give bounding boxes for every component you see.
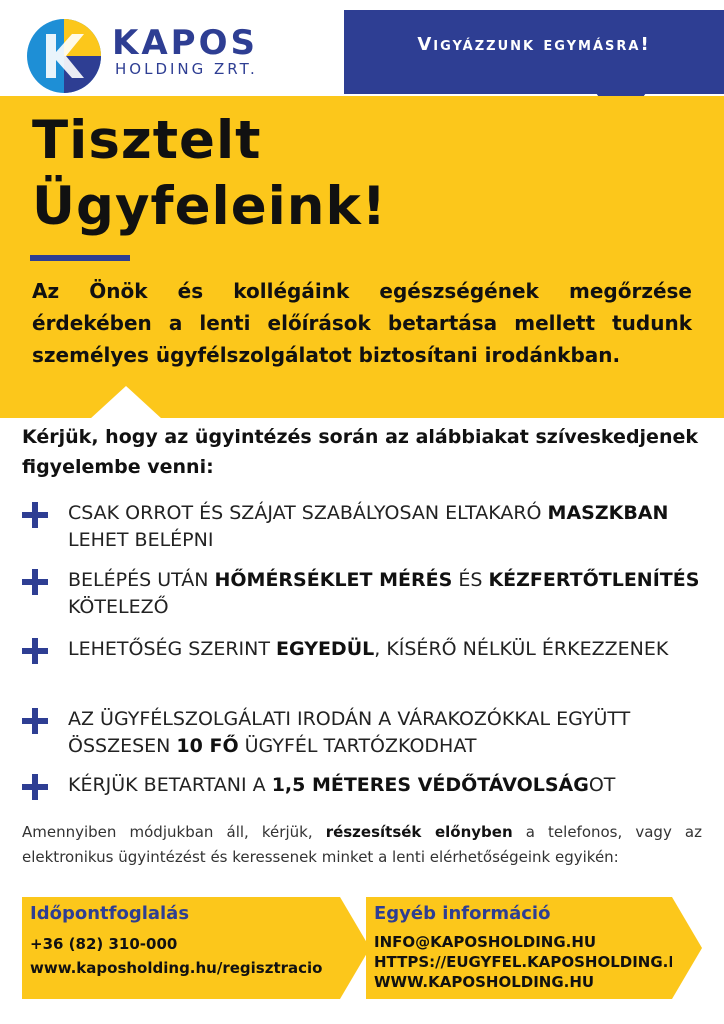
info-title: Egyéb információ <box>374 903 551 924</box>
plus-icon <box>22 708 48 734</box>
hero-notch <box>90 386 162 419</box>
plus-icon <box>22 569 48 595</box>
info-email[interactable]: INFO@KAPOSHOLDING.HU <box>374 933 597 951</box>
rule-text: CSAK ORROT ÉS SZÁJAT SZABÁLYOSAN ELTAKARÓ MASZKBAN LEHET BELÉPNI <box>68 502 669 551</box>
booking-box <box>22 897 340 999</box>
intro-paragraph: Az Önök és kollégáink egészségének megőrzése érdekében a lenti előírások betartása mellett tudunk személyes ügyfélszolgálatot biztosítani irodánkban. <box>32 279 692 367</box>
page-title <box>32 108 387 240</box>
title-underline <box>30 255 130 261</box>
title-line-2: Ügyfeleink! <box>32 176 387 237</box>
title-line-1: Tisztelt <box>32 110 262 171</box>
plus-icon <box>22 774 48 800</box>
logo-subtitle: HOLDING ZRT. <box>115 60 258 78</box>
info-portal-link[interactable]: HTTPS://EUGYFEL.KAPOSHOLDING.HU <box>374 953 694 971</box>
rule-text: KÉRJÜK BETARTANI A 1,5 MÉTERES VÉDŐTÁVOLSÁGOT <box>68 774 616 796</box>
logo-wordmark: KAPOS <box>112 23 258 63</box>
contact-note: Amennyiben módjukban áll, kérjük, részesítsék előnyben a telefonos, vagy az elektronikus ügyintézést és keressenek minket a lenti elérhetőségeink egyikén: <box>22 823 703 866</box>
rule-text: BELÉPÉS UTÁN HŐMÉRSÉKLET MÉRÉS ÉS KÉZFERTŐTLENÍTÉS KÖTELEZŐ <box>68 569 700 618</box>
booking-link[interactable]: www.kaposholding.hu/regisztracio <box>30 959 323 977</box>
info-web-link[interactable]: WWW.KAPOSHOLDING.HU <box>374 973 595 991</box>
rule-text: LEHETŐSÉG SZERINT EGYEDÜL, KÍSÉRŐ NÉLKÜL ÉRKEZZENEK <box>68 638 669 660</box>
rule-text: AZ ÜGYFÉLSZOLGÁLATI IRODÁN A VÁRAKOZÓKKAL EGYÜTT ÖSSZESEN 10 FŐ ÜGYFÉL TARTÓZKODHAT <box>68 708 631 757</box>
plus-icon <box>22 502 48 528</box>
request-paragraph: Kérjük, hogy az ügyintézés során az alábbiakat szíveskedjenek figyelembe venni: <box>22 426 698 478</box>
booking-title: Időpontfoglalás <box>30 903 190 924</box>
info-box <box>366 897 694 999</box>
booking-phone[interactable]: +36 (82) 310-000 <box>30 935 178 953</box>
info-box-arrow <box>672 897 702 999</box>
plus-icon <box>22 638 48 664</box>
kapos-logo-icon <box>24 16 104 96</box>
slogan-text: Vigyázzunk egymásra! <box>417 34 651 55</box>
